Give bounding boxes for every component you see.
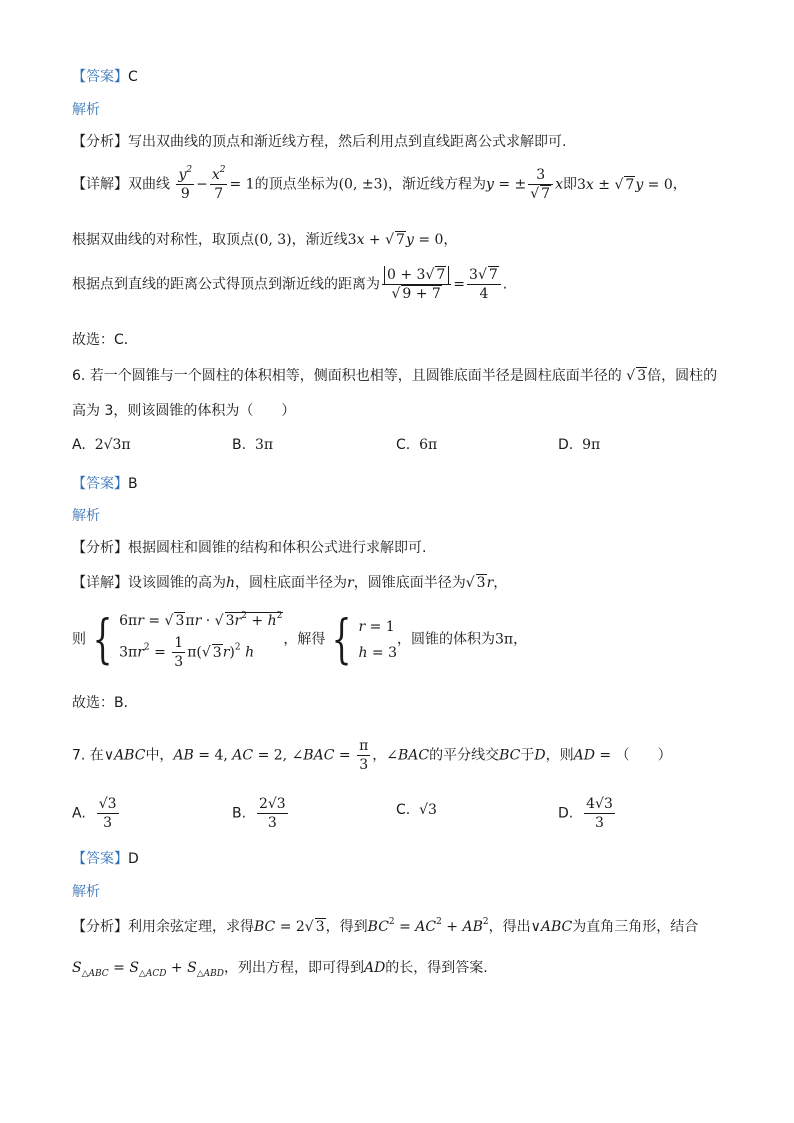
option-label: D.: [558, 437, 574, 453]
q6-answer-line: [72, 473, 138, 493]
q6-option-d: [558, 437, 600, 453]
q6-fenxi-line: [72, 537, 426, 557]
answer-tag: 【答案】: [72, 69, 128, 85]
q6-analysis-heading: [72, 505, 100, 525]
q6-option-b: [232, 437, 273, 453]
detail-text: 设该圆锥的高为: [128, 575, 226, 591]
q5-detail-line2: 根据双曲线的对称性，取顶点(0, 3)，渐近线3x + √ 7y = 0，: [72, 232, 458, 248]
option-value: 6π: [419, 437, 438, 453]
option-value: 2√3π: [94, 437, 131, 453]
option-denominator: 3: [595, 815, 604, 831]
q7-option-d: [558, 795, 617, 832]
option-numerator: √3: [98, 796, 117, 812]
q6-conclusion: [72, 692, 138, 712]
q6-system-line: 则 { 6πr = √ 3πr · √ $3r^2 + h^2$ $3\pi r^2$ = $\frac{1}{3}$ π(√ 3r)$^2$ h ，解得 { r = 1 h = 3 ，圆锥的体积为3π，: [72, 609, 528, 670]
q7-stem-line: 7. 在∨ABC中，AB = 4, AC = 2, ∠BAC = $\frac{\pi}{3}$ ，∠BAC的平分线交BC于D，则AD = （ ）: [72, 738, 672, 773]
option-denominator: 3: [103, 815, 113, 831]
q5-detail-line3: 根据点到直线的距离公式得顶点到渐近线的距离为 $\frac{0 + 3√ 7}{√ 9 + 7}$ = $\frac{3√ 7}{4}$ .: [72, 267, 508, 302]
option-denominator: 3: [267, 815, 277, 831]
analysis-tag: 解析: [72, 102, 100, 118]
question-stem: 中，: [145, 747, 174, 764]
q7-fenxi-line1: 【分析】利用余弦定理，求得BC = 2√ 3，得到$BC^2 = AC^2 + AB^2$，得出∨ABC为直角三角形，结合: [72, 917, 699, 935]
q6-option-c: [396, 437, 437, 453]
option-value: 9π: [582, 437, 601, 453]
question-stem: 的平分线交: [429, 747, 500, 764]
option-value: √3: [419, 802, 437, 818]
option-value: 3π: [254, 437, 274, 453]
conclusion-text: 故选：C．: [72, 332, 138, 348]
fenxi-text: 根据圆柱和圆锥的结构和体积公式进行求解即可.: [128, 540, 427, 556]
q5-conclusion: [72, 329, 138, 349]
q6-stem-line2: [72, 400, 295, 420]
question-stem: 7. 在: [72, 747, 104, 764]
option-label: C.: [396, 802, 411, 818]
detail-text: 根据点到直线的距离公式得顶点到渐近线的距离为: [72, 276, 380, 293]
detail-text: ，渐近线: [291, 232, 348, 248]
fenxi-tag: 【分析】: [72, 919, 128, 935]
option-label: D.: [558, 805, 574, 822]
question-stem: 6. 若一个圆锥与一个圆柱的体积相等，侧面积也相等，且圆锥底面半径是圆柱底面半径的: [72, 368, 622, 384]
fenxi-text: 利用余弦定理，求得: [128, 919, 254, 935]
question-stem: （ ）: [615, 747, 672, 764]
q5-detail-line1: 【详解】双曲线 $\frac{y^2}{9}$ − $\frac{x^2}{7}$ = 1的顶点坐标为(0, ±3)，渐近线方程为y = ± $\frac{3}{√ 7}$ x即3x ± √ 7y = 0，: [72, 165, 687, 202]
fraction-3-sqrt7: $\frac{3}{√ 7}$: [528, 166, 553, 203]
fraction-distance: $\frac{0 + 3√ 7}{√ 9 + 7}$: [382, 266, 451, 303]
q6-option-a: [72, 437, 131, 453]
answer-value: D: [128, 851, 139, 867]
option-label: C.: [396, 437, 411, 453]
q7-option-a: [72, 795, 121, 832]
fenxi-text: 为直角三角形，结合: [572, 919, 699, 935]
detail-text: 则: [72, 631, 86, 648]
detail-text: 即: [563, 176, 577, 193]
fraction-x2-7: $\frac{x^2}{7}$: [211, 165, 226, 202]
fenxi-tag: 【分析】: [72, 540, 128, 556]
q6-detail-line: 【详解】设该圆锥的高为h，圆柱底面半径为r，圆锥底面半径为√ 3r，: [72, 575, 508, 591]
q6-stem-line1: 6. 若一个圆锥与一个圆柱的体积相等，侧面积也相等，且圆锥底面半径是圆柱底面半径的 √ 3倍，圆柱的: [72, 368, 718, 384]
option-numerator: 2√3: [258, 796, 286, 812]
detail-text: ，解得: [283, 631, 326, 648]
fraction-y2-9: $\frac{y^2}{9}$: [178, 165, 193, 202]
answer-value: B: [128, 476, 138, 492]
q5-answer-line: [72, 66, 138, 86]
answer-tag: 【答案】: [72, 476, 128, 492]
fenxi-tag: 【分析】: [72, 134, 128, 150]
answer-value: C: [128, 69, 138, 85]
option-label: B.: [232, 437, 247, 453]
q7-option-b: [232, 795, 290, 832]
xiangjie-tag: 【详解】: [72, 176, 128, 193]
fenxi-text: ，列出方程，即可得到: [223, 960, 364, 976]
equation-system: 6πr = √ 3πr · √ $3r^2 + h^2$ $3\pi r^2$ = $\frac{1}{3}$ π(√ 3r)$^2$ h: [119, 611, 283, 670]
q7-option-c: [396, 802, 437, 818]
question-stem: 高为 3，则该圆锥的体积为（ ）: [72, 403, 296, 419]
fraction-pi-3: $\frac{\pi}{3}$: [359, 738, 369, 773]
detail-text: ，渐近线方程为: [387, 176, 486, 193]
solution-system: r = 1 h = 3: [358, 618, 398, 661]
detail-text: 的顶点坐标为: [254, 176, 339, 193]
question-stem: 倍，圆柱的: [647, 368, 718, 384]
fenxi-text: 的长，得到答案.: [385, 960, 488, 976]
vertex-coord: (0, ±3): [338, 176, 388, 193]
question-stem: 于: [520, 747, 535, 764]
answer-tag: 【答案】: [72, 851, 128, 867]
q5-analysis-heading: [72, 99, 100, 119]
option-label: A.: [72, 437, 86, 453]
xiangjie-tag: 【详解】: [72, 575, 128, 591]
fraction-3sqrt7-4: $\frac{3√ 7}{4}$: [467, 266, 501, 303]
detail-text: ，圆锥底面半径为: [353, 575, 466, 591]
detail-text: ，圆柱底面半径为: [235, 575, 348, 591]
question-stem: ，则: [545, 747, 574, 764]
option-numerator: 4√3: [586, 796, 613, 812]
analysis-tag: 解析: [72, 884, 100, 900]
q7-analysis-heading: [72, 881, 100, 901]
option-label: B.: [232, 805, 247, 822]
detail-text: 根据双曲线的对称性，取顶点: [72, 232, 254, 248]
q7-answer-line: [72, 848, 139, 868]
fenxi-text: ，得出: [488, 919, 531, 935]
q5-fenxi-line: [72, 131, 566, 151]
q7-fenxi-line2: $S_{\triangle ABC} = S_{\triangle ACD} + S_{\triangle ABD}$，列出方程，即可得到AD的长，得到答案.: [72, 960, 488, 979]
fenxi-text: ，得到: [325, 919, 368, 935]
analysis-tag: 解析: [72, 508, 100, 524]
conclusion-text: 故选：B．: [72, 695, 138, 711]
fenxi-text: 写出双曲线的顶点和渐近线方程，然后利用点到直线距离公式求解即可.: [128, 134, 567, 150]
detail-text: 双曲线: [128, 176, 170, 193]
detail-text: ，圆锥的体积为: [397, 631, 496, 648]
option-label: A.: [72, 805, 86, 822]
